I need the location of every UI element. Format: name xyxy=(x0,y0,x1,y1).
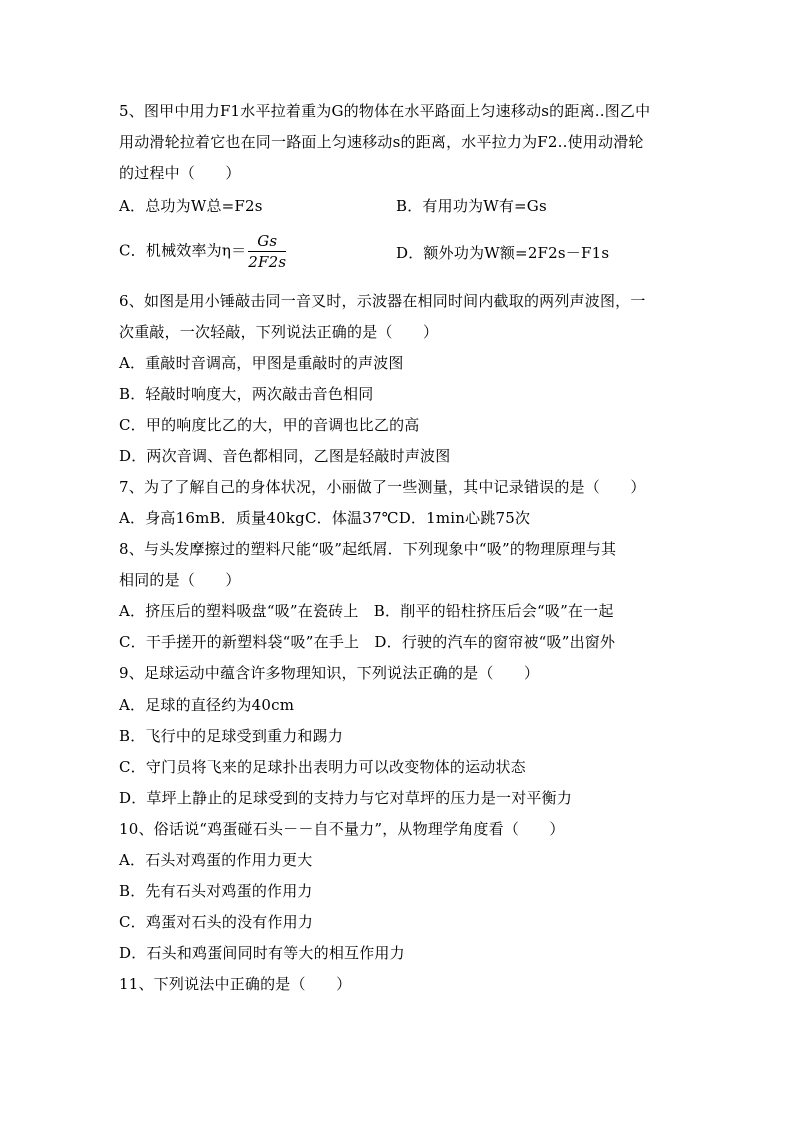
fraction-numerator: Gs xyxy=(248,232,286,252)
q5-option-b: B．有用功为W有=Gs xyxy=(396,197,547,215)
q6-option-b: B．轻敲时响度大，两次敲击音色相同 xyxy=(119,385,374,403)
q8-stem-line1: 8、与头发摩擦过的塑料尺能“吸”起纸屑．下列现象中“吸”的物理原理与其 xyxy=(119,540,617,558)
q9-option-c: C．守门员将飞来的足球扑出表明力可以改变物体的运动状态 xyxy=(119,758,526,776)
q6-option-a: A．重敲时音调高，甲图是重敲时的声波图 xyxy=(119,354,404,372)
q7-options: A．身高16mB．质量40kgC．体温37℃D．1min心跳75次 xyxy=(119,509,531,527)
q6-option-c: C．甲的响度比乙的大，甲的音调也比乙的高 xyxy=(119,416,420,434)
q7-stem: 7、为了了解自己的身体状况，小丽做了一些测量，其中记录错误的是（ ） xyxy=(119,478,646,496)
q6-stem-line1: 6、如图是用小锤敲击同一音叉时，示波器在相同时间内截取的两列声波图，一 xyxy=(119,292,646,310)
q10-option-a: A．石头对鸡蛋的作用力更大 xyxy=(119,851,313,869)
q9-stem: 9、足球运动中蕴含许多物理知识，下列说法正确的是（ ） xyxy=(119,664,540,682)
q9-option-a: A．足球的直径约为40cm xyxy=(119,696,295,714)
q5-stem-line2: 用动滑轮拉着它也在同一路面上匀速移动s的距离，水平拉力为F2..使用动滑轮 xyxy=(119,133,644,151)
q9-option-d: D．草坪上静止的足球受到的支持力与它对草坪的压力是一对平衡力 xyxy=(119,789,573,807)
q5-option-a: A．总功为W总=F2s xyxy=(119,197,263,215)
q6-stem-line2: 次重敲，一次轻敲，下列说法正确的是（ ） xyxy=(119,323,439,341)
q11-stem: 11、下列说法中正确的是（ ） xyxy=(119,975,352,993)
fraction-denominator: 2F2s xyxy=(248,253,287,271)
q10-stem: 10、俗话说“鸡蛋碰石头－－自不量力”，从物理学角度看（ ） xyxy=(119,820,565,838)
q5-stem-line3: 的过程中（ ） xyxy=(119,164,241,182)
q8-options-row2: C．干手搓开的新塑料袋“吸”在手上 D．行驶的汽车的窗帘被“吸”出窗外 xyxy=(119,633,616,651)
q6-option-d: D．两次音调、音色都相同，乙图是轻敲时声波图 xyxy=(119,447,451,465)
q10-option-b: B．先有石头对鸡蛋的作用力 xyxy=(119,882,313,900)
q10-option-d: D．石头和鸡蛋间同时有等大的相互作用力 xyxy=(119,944,405,962)
q8-options-row1: A．挤压后的塑料吸盘“吸”在瓷砖上 B．削平的铅柱挤压后会“吸”在一起 xyxy=(119,602,614,620)
q9-option-b: B．飞行中的足球受到重力和踢力 xyxy=(119,727,344,745)
q10-option-c: C．鸡蛋对石头的没有作用力 xyxy=(119,913,314,931)
q5-stem-line1: 5、图甲中用力F1水平拉着重为G的物体在水平路面上匀速移动s的距离..图乙中 xyxy=(119,102,651,120)
efficiency-fraction xyxy=(248,232,286,271)
q5-option-d: D．额外功为W额=2F2s－F1s xyxy=(396,244,610,262)
q5-option-c xyxy=(119,232,288,271)
q8-stem-line2: 相同的是（ ） xyxy=(119,571,241,589)
q5-option-c-prefix: C．机械效率为η＝ xyxy=(119,241,247,260)
